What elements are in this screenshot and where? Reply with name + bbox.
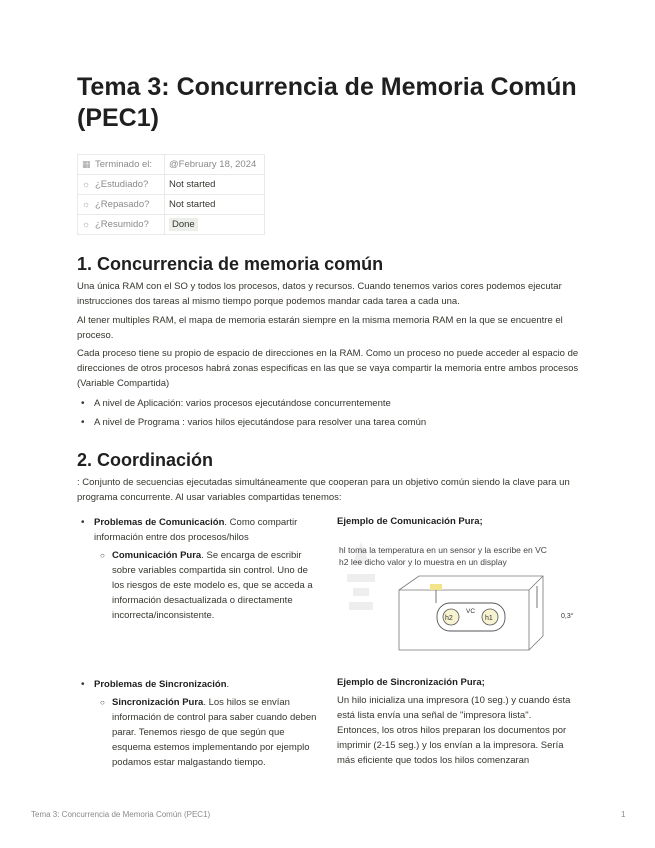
- property-value[interactable]: @February 18, 2024: [165, 155, 265, 175]
- property-value[interactable]: Not started: [165, 195, 265, 215]
- property-key: ¿Resumido?: [95, 219, 149, 230]
- example-title: Ejemplo de Sincronización Pura;: [337, 677, 485, 688]
- thread-label: h1: [485, 615, 493, 622]
- properties-table: [77, 154, 265, 235]
- section-heading: 2. Coordinación: [77, 450, 214, 470]
- status-icon: ☼: [82, 179, 91, 189]
- paragraph: : Conjunto de secuencias ejecutadas simultáneamente que cooperan para un objetivo común siendo la clave para un programa concurrente. Al usar variables compartidas tenemos:: [77, 477, 570, 503]
- paragraph: Un hilo inicializa una impresora (10 seg.) y cuando ésta está lista envía una señal de "impresora lista". Entonces, los otros hilos preparan los documentos por imprimir (2-15 seg.) y los envían a la impresora. Sería más eficiente que todos los hilos comenzaran: [337, 695, 571, 766]
- list-item: • Problemas de Sincronización.: [94, 677, 324, 692]
- property-key: ¿Repasado?: [95, 199, 150, 210]
- list-item: • A nivel de Aplicación: varios procesos ejecutándose concurrentemente: [94, 396, 582, 411]
- property-value[interactable]: [165, 215, 265, 235]
- list-item: • Problemas de Comunicación. Como compartir información entre dos procesos/hilos: [94, 515, 324, 545]
- status-icon: ☼: [82, 199, 91, 209]
- status-badge: Done: [169, 218, 198, 231]
- paragraph: Una única RAM con el SO y todos los procesos, datos y recursos. Cuando tenemos varios cores podemos ejecutar instrucciones dos tareas al mismo tiempo porque podemos mandar cada tarea a cada una.: [77, 281, 562, 307]
- footer-title: Tema 3: Concurrencia de Memoria Común (PEC1): [31, 810, 211, 819]
- list-item: ○ Sincronización Pura. Los hilos se envían información de control para saber cuando deben parar. Tenemos riesgo de que según que esquema estemos implementando por ejemplo podamos estar malgastando tiempo.: [112, 695, 319, 770]
- page-title: Tema 3: Concurrencia de Memoria Común (PEC1): [77, 73, 577, 132]
- paragraph: Al tener multiples RAM, el mapa de memoria estarán siempre en la misma memoria RAM en la que se encuentre el proceso.: [77, 315, 563, 341]
- memory-box: [399, 590, 529, 650]
- sensor-marker: [430, 584, 442, 590]
- property-key: ¿Estudiado?: [95, 179, 149, 190]
- list-item: ○ Comunicación Pura. Se encarga de escribir sobre variables compartida sin control. Uno de los riesgos de este modelo es, que se acceda a información desactualizada o directamente incorrecta/inconsistente.: [112, 548, 317, 623]
- property-row: [78, 175, 265, 195]
- property-row: [78, 195, 265, 215]
- example-title: Ejemplo de Comunicación Pura;: [337, 516, 483, 527]
- communication-diagram: [337, 538, 580, 656]
- property-row: [78, 155, 265, 175]
- variable-label: VC: [466, 608, 476, 615]
- paragraph: Cada proceso tiene su propio de espacio de direcciones en la RAM. Como un proceso no puede acceder al espacio de direcciones de otros procesos habrá zonas especificas en las que se vaya compartir la memoria entre ambos procesos (Variable Compartida): [77, 348, 579, 389]
- display-value: 0,3°: [561, 613, 574, 620]
- property-row: [78, 215, 265, 235]
- property-key: Terminado el:: [95, 159, 153, 170]
- calendar-icon: ▦: [82, 159, 91, 169]
- diagram-sketch: [337, 538, 580, 656]
- page-number: 1: [621, 810, 626, 819]
- diagram-caption: hl toma la temperatura en un sensor y la escribe en VC: [339, 545, 547, 555]
- memory-box-edge: [529, 576, 543, 590]
- section-heading: 1. Concurrencia de memoria común: [77, 254, 384, 274]
- property-value[interactable]: Not started: [165, 175, 265, 195]
- diagram-caption: h2 lee dicho valor y lo muestra en un display: [339, 557, 507, 567]
- status-icon: ☼: [82, 219, 91, 229]
- list-item: • A nivel de Programa : varios hilos ejecutándose para resolver una tarea común: [94, 415, 582, 430]
- thread-label: h2: [445, 615, 453, 622]
